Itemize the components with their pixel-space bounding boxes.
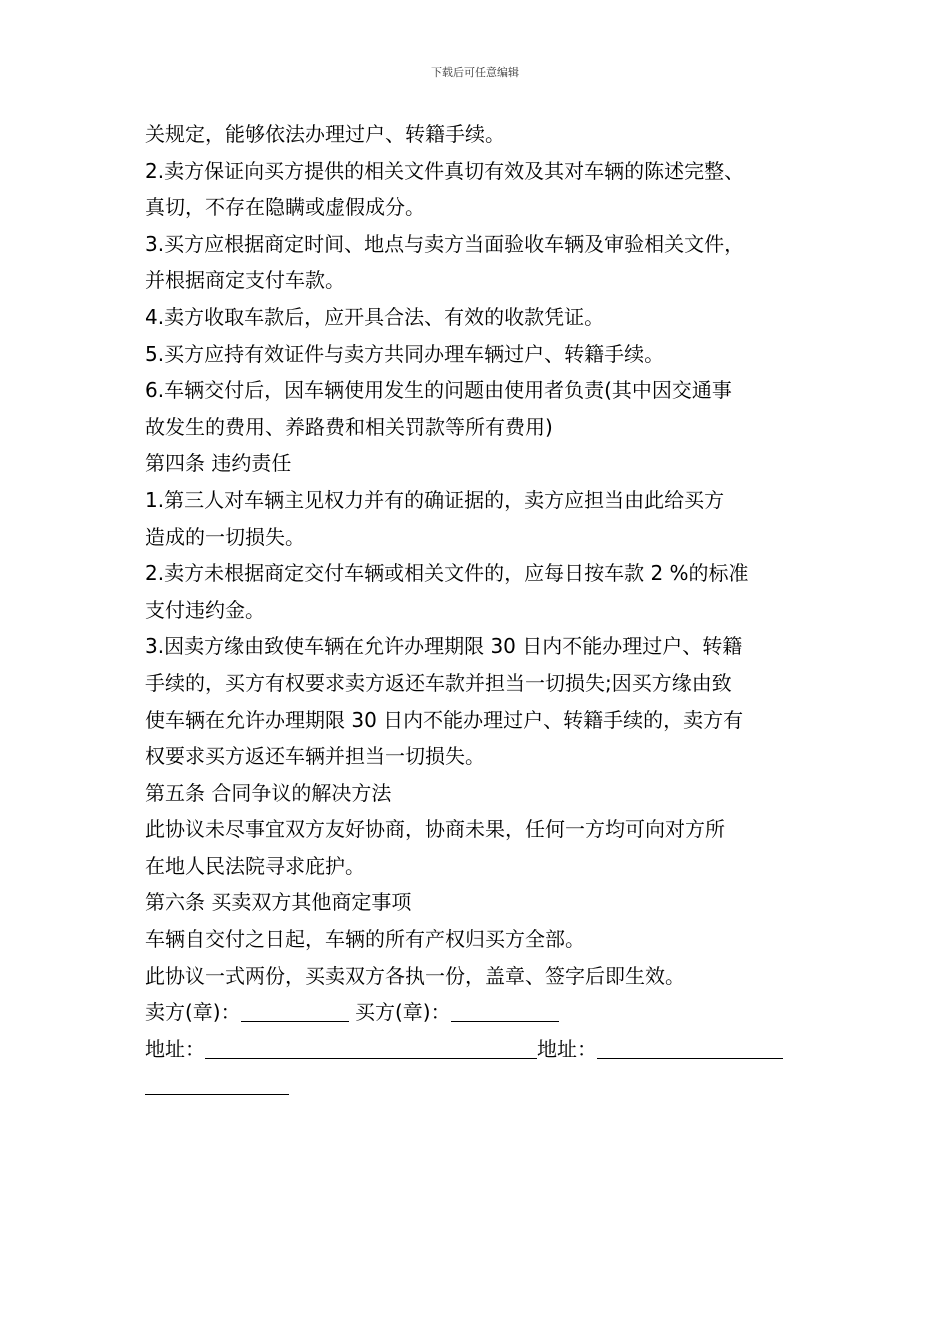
seller-seal-blank [241, 999, 349, 1022]
section-heading: 第五条 合同争议的解决方法 [145, 780, 392, 805]
buyer-address-label: 地址： [537, 1036, 597, 1061]
page-header: 下载后可任意编辑 [431, 66, 519, 79]
seller-address-blank [205, 1036, 537, 1059]
paragraph-line: 使车辆在允许办理期限 30 日内不能办理过户、转籍手续的，卖方有 [145, 707, 744, 732]
paragraph-line: 权要求买方返还车辆并担当一切损失。 [145, 744, 485, 769]
paragraph-line: 此协议一式两份，买卖双方各执一份，盖章、签字后即生效。 [145, 963, 685, 988]
buyer-address-blank [597, 1036, 783, 1059]
signature-row [145, 994, 825, 1031]
address-continuation-row [145, 1067, 825, 1104]
paragraph-line: 3.因卖方缘由致使车辆在允许办理期限 30 日内不能办理过户、转籍 [145, 634, 743, 659]
buyer-seal-label: 买方(章)： [354, 1000, 451, 1025]
section-heading: 第四条 违约责任 [145, 451, 292, 476]
paragraph-line: 3.买方应根据商定时间、地点与卖方当面验收车辆及审验相关文件， [145, 231, 745, 256]
buyer-address-blank-continued [145, 1072, 289, 1095]
paragraph-line: 5.买方应持有效证件与卖方共同办理车辆过户、转籍手续。 [145, 341, 665, 366]
paragraph-line: 在地人民法院寻求庇护。 [145, 853, 365, 878]
paragraph-line: 2.卖方保证向买方提供的相关文件真切有效及其对车辆的陈述完整、 [145, 158, 745, 183]
address-row [145, 1031, 825, 1068]
paragraph-line: 1.第三人对车辆主见权力并有的确证据的，卖方应担当由此给买方 [145, 487, 725, 512]
paragraph-line: 4.卖方收取车款后，应开具合法、有效的收款凭证。 [145, 304, 605, 329]
paragraph-line: 真切，不存在隐瞒或虚假成分。 [145, 195, 425, 220]
buyer-seal-blank [451, 999, 559, 1022]
paragraph-line: 并根据商定支付车款。 [145, 268, 345, 293]
paragraph-line: 此协议未尽事宜双方友好协商，协商未果，任何一方均可向对方所 [145, 817, 725, 842]
paragraph-line: 2.卖方未根据商定交付车辆或相关文件的，应每日按车款 2 %的标准 [145, 561, 749, 586]
paragraph-line: 6.车辆交付后，因车辆使用发生的问题由使用者负责(其中因交通事 [145, 378, 732, 403]
paragraph-line: 车辆自交付之日起，车辆的所有产权归买方全部。 [145, 927, 585, 952]
paragraph-line: 支付违约金。 [145, 597, 265, 622]
seller-seal-label: 卖方(章)： [145, 1000, 241, 1025]
section-heading: 第六条 买卖双方其他商定事项 [145, 890, 412, 915]
document-body [145, 116, 825, 1104]
seller-address-label: 地址： [145, 1036, 205, 1061]
paragraph-line: 手续的，买方有权要求卖方返还车款并担当一切损失;因买方缘由致 [145, 670, 732, 695]
paragraph-line: 关规定，能够依法办理过户、转籍手续。 [145, 122, 505, 146]
paragraph-line: 故发生的费用、养路费和相关罚款等所有费用) [145, 414, 553, 439]
paragraph-line: 造成的一切损失。 [145, 524, 305, 549]
